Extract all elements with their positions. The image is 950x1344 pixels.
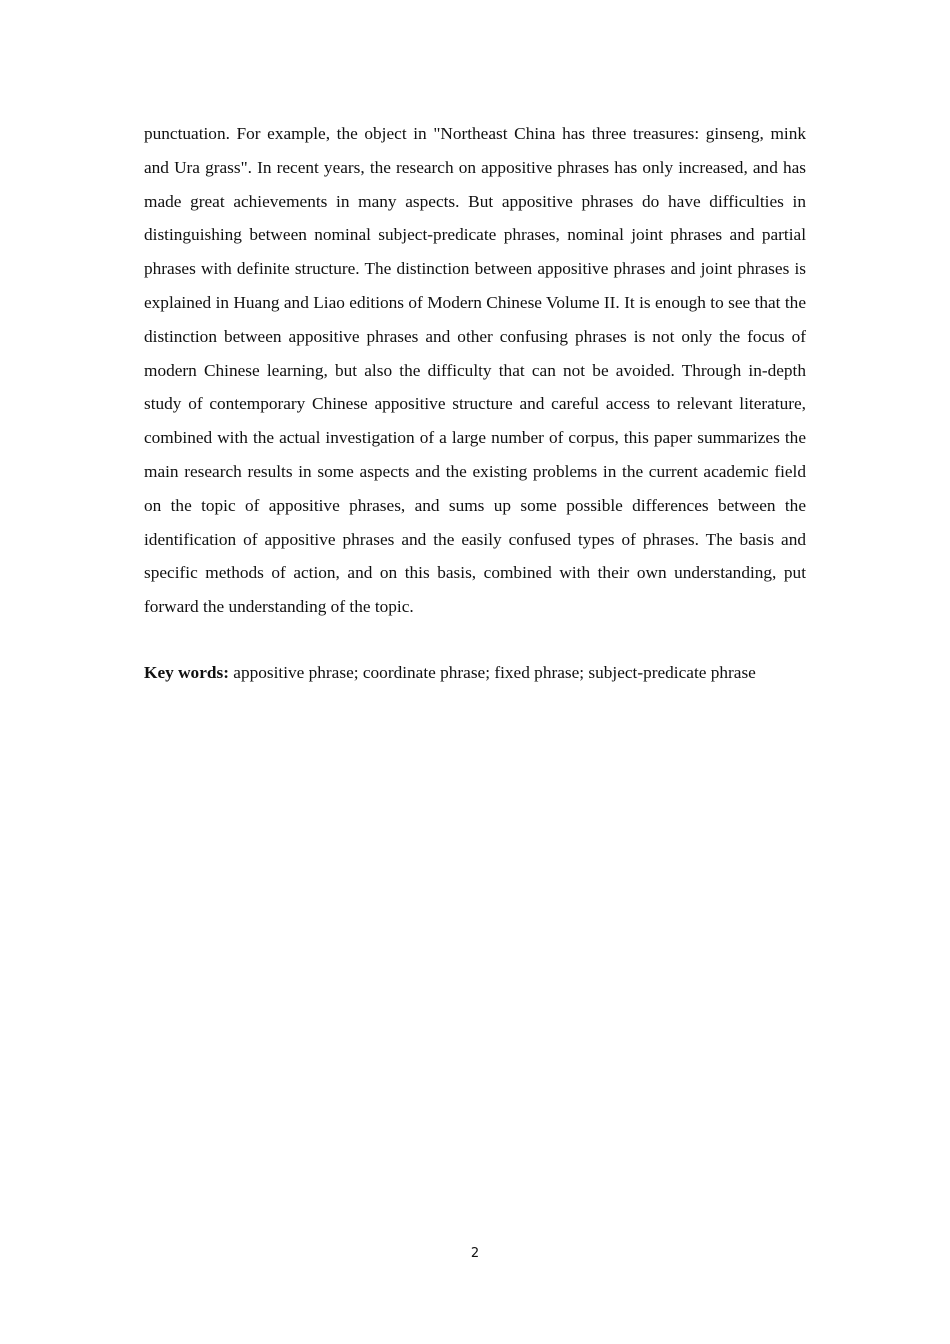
page-number: 2: [470, 1246, 480, 1261]
abstract-paragraph: punctuation. For example, the object in "Northeast China has three treasures: ginseng, mink and Ura grass". In recent years, the research on appositive phrases has only increased, and has made great achievements in many aspects. But appositive phrases do have difficulties in distinguishing between nominal subject-predicate phrases, nominal joint phrases and partial phrases with definite structure. The distinction between appositive phrases and joint phrases is explained in Huang and Liao editions of Modern Chinese Volume II. It is enough to see that the distinction between appositive phrases and other confusing phrases is not only the focus of modern Chinese learning, but also the difficulty that can not be avoided. Through in-depth study of contemporary Chinese appositive structure and careful access to relevant literature, combined with the actual investigation of a large number of corpus, this paper summarizes the main research results in some aspects and the existing problems in the current academic field on the topic of appositive phrases, and sums up some possible differences between the identification of appositive phrases and the easily confused types of phrases. The basis and specific methods of action, and on this basis, combined with their own understanding, put forward the understanding of the topic.: [144, 124, 806, 617]
keywords-label: Key words:: [144, 663, 229, 682]
keywords-text: appositive phrase; coordinate phrase; fixed phrase; subject-predicate phrase: [233, 663, 756, 682]
keywords-line: [144, 656, 806, 690]
